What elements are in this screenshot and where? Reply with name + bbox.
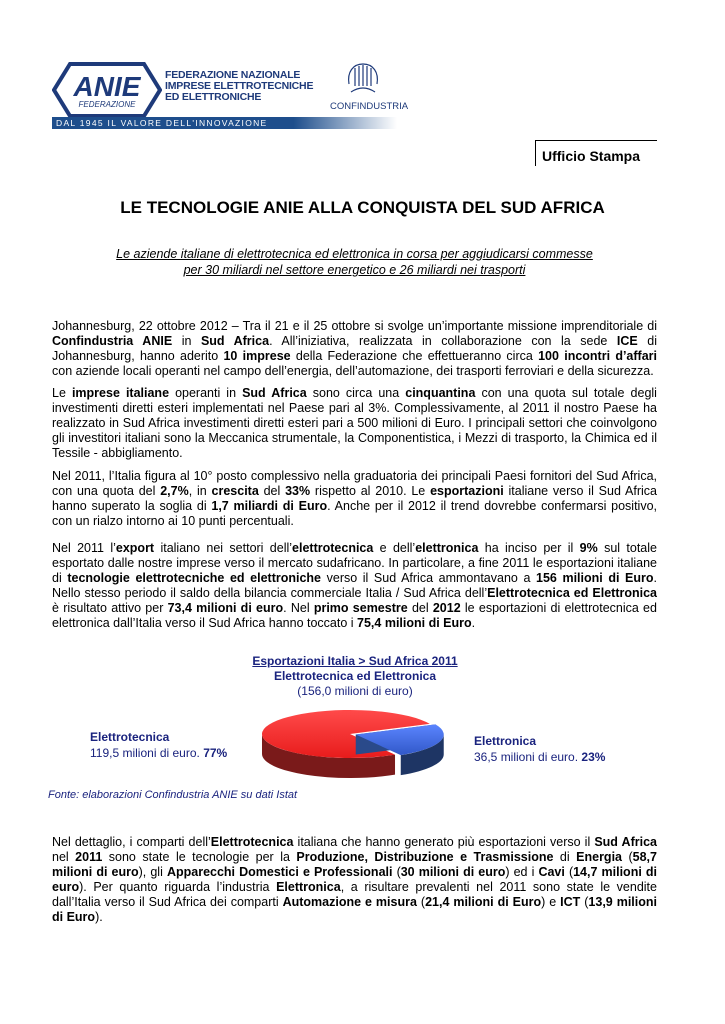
text: . [471,616,476,630]
chart-title: Esportazioni Italia > Sud Africa 2011 [252,654,458,668]
bold-text: 2012 [432,601,461,615]
federation-line: IMPRESE ELETTROTECNICHE [165,80,314,92]
text: . Nel [283,601,314,615]
bold-text: ICT [560,895,581,909]
bold-text: 33% [285,484,311,498]
logo-sub: FEDERAZIONE [78,100,136,109]
bold-text: 30 milioni di euro [400,865,506,879]
bold-text: esportazioni [430,484,504,498]
text: . Anche per il 2012 il trend dovrebbe confermarsi positivo, con un rialzo intorno ai 10 punti percentuali. [52,499,658,528]
bold-text: 9% [579,541,598,555]
bold-text: Sud Africa [242,386,307,400]
federation-name [165,70,313,103]
subtitle-line: per 30 miliardi nel settore energetico e 26 miliardi nei trasporti [183,263,526,277]
text: ), gli [138,865,167,879]
bold-text: 14,7 milioni di euro [52,865,657,894]
bold-text: Confindustria ANIE [52,334,173,348]
slogan-banner: DAL 1945 IL VALORE DELL'INNOVAZIONE [52,117,397,129]
text: del [258,484,286,498]
text: ( [622,850,633,864]
bold-text: 100 incontri d’affari [538,349,657,363]
text: del [407,601,433,615]
paragraph [52,386,657,461]
logo-text: ANIE [73,71,141,102]
paragraph [52,319,657,379]
text: ( [564,865,574,879]
office-label: Ufficio Stampa [542,148,641,164]
bold-text: cinquantina [405,386,476,400]
divider [535,140,536,166]
legend-elettrotecnica [90,729,227,761]
slice-name: Elettronica [474,734,537,748]
bold-text: Cavi [538,865,565,879]
chart-title-block [200,654,510,699]
chart-subtitle: Elettrotecnica ed Elettronica [273,669,437,683]
bold-text: 2011 [75,850,103,864]
text: e dell’ [373,541,416,555]
text: Nel 2011 l’ [52,541,116,555]
bold-text: elettronica [415,541,479,555]
chart-source: Fonte: elaborazioni Confindustria ANIE su dati Istat [48,789,298,801]
text: . Nello stesso periodo il saldo della bilancia commerciale Italia / Sud Africa dell’ [52,571,658,600]
text: ha inciso per il [478,541,580,555]
text: italiane verso il Sud Africa hanno superato la soglia di [52,484,657,513]
bold-text: Elettrotecnica ed Elettronica [487,586,657,600]
pie-chart [255,708,455,788]
bold-text: 21,4 milioni di Euro [425,895,542,909]
text: è risultato attivo per [52,601,168,615]
bold-text: Energia [576,850,622,864]
text: ). [95,910,103,924]
bold-text: ICE [616,334,638,348]
text: rispetto al 2010. Le [310,484,431,498]
bold-text: elettrotecnica [292,541,374,555]
bold-text: 2,7% [160,484,189,498]
bold-text: 73,4 milioni di euro [167,601,284,615]
confindustria-name: CONFINDUSTRIA [330,101,409,112]
bold-text: crescita [211,484,259,498]
text: ). Per quanto riguarda l’industria [79,880,277,894]
text: con una quota sul totale degli investimenti diretti esteri implementati nel Paese pari al 3%. Complessivamente, al 2011 il nostro Paese ha realizzato in Sud Africa investimenti diretti esteri pari a 500 milioni di Euro. I principali settori che coinvolgono gli investitori italiani sono la Meccanica strumentale, la Componentistica, i Mezzi di trasporto, la Chimica ed il Tessile - abbigliamento. [52,386,657,460]
text: con aziende locali operanti nel campo dell’energia, dell’automazione, dei trasporti ferroviari e della sicurezza. [52,364,654,378]
bold-text: 10 imprese [223,349,291,363]
confindustria-logo [330,62,409,112]
text: operanti in [169,386,243,400]
text: italiana che hanno generato più esportazioni verso il [293,835,595,849]
slice-name: Elettrotecnica [90,730,170,744]
text: ( [392,865,401,879]
text: della Federazione che effettueranno circa [290,349,539,363]
bold-text: Elettronica [276,880,341,894]
federation-line: FEDERAZIONE NAZIONALE [165,69,301,81]
text: Nel dettaglio, i comparti dell’ [52,835,211,849]
paragraph [52,541,657,631]
text: italiano nei settori dell’ [154,541,293,555]
federation-line: ED ELETTRONICHE [165,91,262,103]
text: ( [416,895,426,909]
text: ) e [541,895,561,909]
text: nel [52,850,76,864]
text: , a risultare prevalenti nel 2011 sono state le vendite dall’Italia verso il Sud Africa dei comparti [52,880,657,909]
subtitle [52,246,657,278]
bold-text: tecnologie elettrotecniche ed elettroniche [67,571,322,585]
text: le esportazioni di elettrotecnica ed elettronica dall’Italia verso il Sud Africa hanno toccato i [52,601,657,630]
bold-text: 75,4 milioni di Euro [357,616,472,630]
text: di Johannesburg, hanno aderito [52,334,657,363]
bold-text: Sud Africa [594,835,657,849]
text: Nel 2011, l’Italia figura al 10° posto complessivo nella graduatoria dei principali Paesi fornitori del Sud Africa, con una quota del [52,469,657,498]
bold-text: Elettrotecnica [210,835,294,849]
bold-text: Produzione, Distribuzione e Trasmissione [296,850,554,864]
bold-text: Automazione e misura [282,895,417,909]
bold-text: imprese italiane [71,386,170,400]
slice-pct: 77% [203,746,228,760]
subtitle-line: Le aziende italiane di elettrotecnica ed elettronica in corsa per aggiudicarsi commesse [116,247,593,261]
text: sono circa una [306,386,406,400]
text: in [172,334,201,348]
text: verso il Sud Africa ammontavano a [321,571,537,585]
text: ) ed i [505,865,539,879]
bold-text: 1,7 miliardi di Euro [211,499,328,513]
text: , in [188,484,212,498]
bold-text: Apparecchi Domestici e Professionali [166,865,393,879]
anie-logo [52,60,162,120]
page-title: LE TECNOLOGIE ANIE ALLA CONQUISTA DEL SUD AFRICA [120,198,605,217]
text: Johannesburg, 22 ottobre 2012 – Tra il 21 e il 25 ottobre si svolge un’importante missione imprenditoriale di [52,319,657,333]
slice-value: 36,5 milioni di euro. [474,750,582,764]
divider [535,140,657,141]
chart-total: (156,0 milioni di euro) [297,684,413,698]
paragraph [52,835,657,925]
slice-value: 119,5 milioni di euro. [90,746,204,760]
bold-text: 58,7 milioni di euro [52,850,657,879]
bold-text: Sud Africa [200,334,270,348]
text: Le [52,386,72,400]
text: di [553,850,577,864]
text: ( [580,895,589,909]
bold-text: export [115,541,155,555]
text: sono state le tecnologie per la [102,850,297,864]
paragraph [52,469,657,529]
bold-text: 13,9 milioni di Euro [52,895,657,924]
text: sul totale esportato dalle nostre imprese verso il mercato sudafricano. In particolare, a fine 2011 le esportazioni italiane di [52,541,657,585]
text: . All’iniziativa, realizzata in collaborazione con la sede [269,334,617,348]
bold-text: 156 milioni di Euro [536,571,654,585]
slice-pct: 23% [581,750,606,764]
bold-text: primo semestre [313,601,408,615]
eagle-icon [343,62,383,96]
legend-elettronica [474,733,605,765]
